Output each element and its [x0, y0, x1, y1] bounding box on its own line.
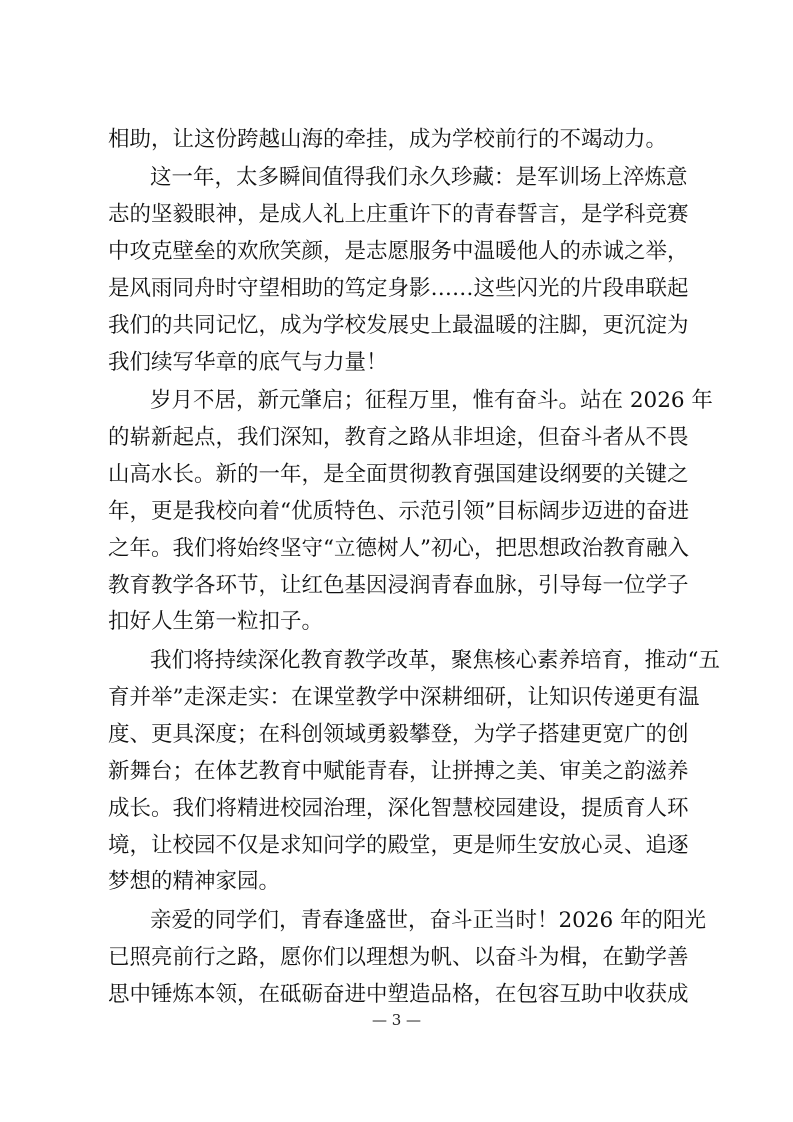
text-line: 志的坚毅眼神，是成人礼上庄重许下的青春誓言，是学科竞赛: [108, 202, 689, 227]
text-line: 中攻克壁垒的欢欣笑颜，是志愿服务中温暖他人的赤诚之举，: [108, 239, 689, 264]
text-line: 思中锤炼本领，在砥砺奋进中塑造品格，在包容互助中收获成: [108, 982, 689, 1007]
text-line: 成长。我们将精进校园治理，深化智慧校园建设，提质育人环: [108, 796, 689, 821]
text-line: 教育教学各环节，让红色基因浸润青春血脉，引导每一位学子: [108, 573, 689, 598]
text-line: 度、更具深度；在科创领域勇毅攀登，为学子搭建更宽广的创: [108, 722, 689, 747]
text-line: 之年。我们将始终坚守“立德树人”初心，把思想政治教育融入: [108, 536, 689, 561]
text-line: 是风雨同舟时守望相助的笃定身影……这些闪光的片段串联起: [108, 276, 689, 301]
text-line: 相助，让这份跨越山海的牵挂，成为学校前行的不竭动力。: [108, 127, 668, 152]
text-line: 山高水长。新的一年，是全面贯彻教育强国建设纲要的关键之: [108, 462, 689, 487]
text-line: 的崭新起点，我们深知，教育之路从非坦途，但奋斗者从不畏: [108, 425, 689, 450]
text-line: 亲爱的同学们，青春逢盛世，奋斗正当时！2026 年的阳光: [150, 908, 707, 933]
text-line: 我们的共同记忆，成为学校发展史上最温暖的注脚，更沉淀为: [108, 313, 689, 338]
text-line: 岁月不居，新元肇启；征程万里，惟有奋斗。站在 2026 年: [150, 388, 713, 413]
text-line: 我们续写华章的底气与力量！: [108, 350, 388, 375]
text-line: 新舞台；在体艺教育中赋能青春，让拼搏之美、审美之韵滋养: [108, 759, 689, 784]
text-line: 年，更是我校向着“优质特色、示范引领”目标阔步迈进的奋进: [108, 499, 689, 524]
text-line: 这一年，太多瞬间值得我们永久珍藏：是军训场上淬炼意: [150, 165, 688, 190]
text-line: 境，让校园不仅是求知问学的殿堂，更是师生安放心灵、追逐: [108, 833, 689, 858]
text-line: 已照亮前行之路，愿你们以理想为帆、以奋斗为楫，在勤学善: [108, 945, 689, 970]
text-line: 梦想的精神家园。: [108, 869, 281, 894]
page-number: — 3 —: [371, 1011, 422, 1029]
text-line: 我们将持续深化教育教学改革，聚焦核心素养培育，推动“五: [150, 648, 720, 673]
text-line: 育并举”走深走实：在课堂教学中深耕细研，让知识传递更有温: [108, 685, 700, 710]
text-line: 扣好人生第一粒扣子。: [108, 609, 324, 634]
